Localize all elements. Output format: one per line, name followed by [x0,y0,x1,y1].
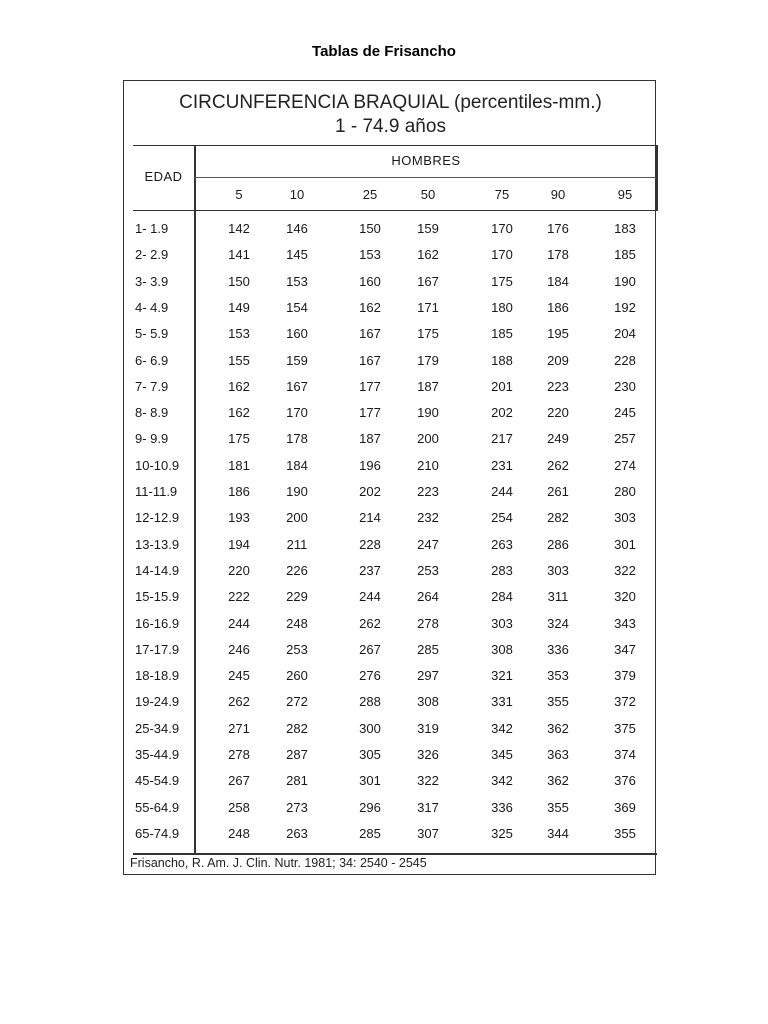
table-row [133,217,658,243]
percentile-value-cell: 153 [359,247,381,263]
percentile-value-cell: 286 [547,536,569,552]
percentile-value-cell: 280 [614,484,636,499]
percentile-value-cell: 336 [547,641,569,657]
percentile-value-cell: 177 [359,378,381,394]
percentile-value-cell: 192 [614,299,636,315]
percentile-value-cell: 231 [491,457,513,473]
percentile-value-cell: 186 [228,484,250,499]
percentile-value-cell: 141 [228,247,250,263]
age-range-cell: 45-54.9 [135,773,180,789]
percentile-value-cell: 194 [228,536,250,552]
percentile-value-cell: 220 [228,562,250,578]
percentile-value-cell: 262 [359,615,381,631]
percentile-value-cell: 195 [547,326,569,342]
percentile-value-cell: 253 [417,562,439,578]
percentile-value-cell: 244 [359,589,381,605]
percentile-value-cell: 258 [228,799,250,815]
percentile-value-cell: 167 [286,378,308,394]
percentile-value-cell: 175 [417,326,439,342]
age-range-cell: 19-24.9 [135,694,180,710]
percentile-value-cell: 355 [547,799,569,815]
age-range-cell: 16-16.9 [135,615,180,631]
table-row [133,296,658,322]
percentile-value-cell: 342 [491,720,513,736]
percentile-value-cell: 263 [286,825,308,841]
percentile-value-cell: 209 [547,352,569,368]
table-row [133,506,658,532]
percentile-value-cell: 202 [359,484,381,499]
percentile-value-cell: 308 [491,641,513,657]
age-range-cell: 5- 5.9 [135,326,169,342]
percentile-value-cell: 274 [614,457,636,473]
percentile-value-cell: 324 [547,615,569,631]
percentile-value-cell: 345 [491,747,513,762]
percentile-value-cell: 244 [491,484,513,499]
table-row [133,401,658,427]
percentile-header: 75 [494,187,510,202]
age-range-cell: 8- 8.9 [135,405,169,421]
percentile-value-cell: 210 [417,457,439,473]
table-row [133,717,658,743]
percentile-value-cell: 311 [547,589,569,605]
percentile-value-cell: 322 [417,773,439,789]
percentile-value-cell: 336 [491,799,513,815]
percentile-value-cell: 190 [286,484,308,499]
percentile-value-cell: 190 [417,405,439,421]
table-bottom-border [133,853,657,855]
percentile-value-cell: 179 [417,352,439,368]
age-range-cell: 15-15.9 [135,589,180,605]
percentile-value-cell: 248 [286,615,308,631]
percentile-value-cell: 202 [491,405,513,421]
percentile-value-cell: 220 [547,405,569,421]
percentile-value-cell: 196 [359,457,381,473]
percentile-header: 5 [235,187,243,202]
sex-group-header: HOMBRES [391,153,461,168]
percentile-value-cell: 253 [286,641,308,657]
percentile-value-cell: 245 [228,668,250,684]
percentile-value-cell: 284 [491,589,513,605]
table-row [133,454,658,480]
percentile-value-cell: 162 [417,247,439,263]
table-row [133,612,658,638]
percentile-value-cell: 222 [228,589,250,605]
table-row [133,743,658,769]
percentile-value-cell: 178 [547,247,569,263]
percentile-value-cell: 190 [614,273,636,289]
percentile-value-cell: 281 [286,773,308,789]
table-row [133,690,658,716]
percentile-value-cell: 303 [614,510,636,526]
percentile-value-cell: 153 [286,273,308,289]
percentile-value-cell: 181 [228,457,250,473]
percentile-value-cell: 355 [614,825,636,841]
percentile-value-cell: 149 [228,299,250,315]
percentile-value-cell: 278 [228,747,250,762]
percentile-value-cell: 159 [286,352,308,368]
percentile-value-cell: 264 [417,589,439,605]
percentile-value-cell: 326 [417,747,439,762]
percentile-value-cell: 186 [547,299,569,315]
percentile-value-cell: 184 [286,457,308,473]
age-range-cell: 9- 9.9 [135,431,169,447]
percentile-value-cell: 154 [286,299,308,315]
percentile-value-cell: 325 [491,825,513,841]
percentile-value-cell: 232 [417,510,439,526]
percentile-value-cell: 355 [547,694,569,710]
percentile-value-cell: 267 [359,641,381,657]
percentile-value-cell: 187 [359,431,381,447]
percentile-value-cell: 303 [491,615,513,631]
percentile-value-cell: 200 [417,431,439,447]
page-title: Tablas de Frisancho [312,43,456,60]
percentile-value-cell: 155 [228,352,250,368]
age-column-header: EDAD [144,169,183,184]
percentile-value-cell: 342 [491,773,513,789]
percentile-value-cell: 159 [417,221,439,236]
percentile-value-cell: 211 [286,536,308,552]
percentile-value-cell: 260 [286,668,308,684]
percentile-value-cell: 262 [547,457,569,473]
percentile-value-cell: 331 [491,694,513,710]
percentile-value-cell: 308 [417,694,439,710]
percentile-value-cell: 200 [286,510,308,526]
percentile-value-cell: 321 [491,668,513,684]
percentile-value-cell: 162 [228,405,250,421]
table-row [133,585,658,611]
percentile-value-cell: 180 [491,299,513,315]
table-row [133,796,658,822]
age-range-cell: 13-13.9 [135,536,180,552]
percentile-value-cell: 244 [228,615,250,631]
age-range-cell: 11-11.9 [135,484,178,499]
percentile-value-cell: 237 [359,562,381,578]
percentile-value-cell: 177 [359,405,381,421]
percentile-value-cell: 320 [614,589,636,605]
percentile-value-cell: 201 [491,378,513,394]
percentile-value-cell: 176 [547,221,569,236]
age-range-cell: 65-74.9 [135,825,180,841]
age-range-cell: 6- 6.9 [135,352,169,368]
table-row [133,322,658,348]
percentile-value-cell: 247 [417,536,439,552]
age-range-cell: 25-34.9 [135,720,180,736]
percentile-value-cell: 162 [228,378,250,394]
percentile-value-cell: 214 [359,510,381,526]
percentile-value-cell: 262 [228,694,250,710]
table-row [133,664,658,690]
percentile-value-cell: 230 [614,378,636,394]
percentile-value-cell: 263 [491,536,513,552]
percentile-value-cell: 187 [417,378,439,394]
table-row [133,270,658,296]
document-title-line1: CIRCUNFERENCIA BRAQUIAL (percentiles-mm.) [179,92,602,113]
percentile-value-cell: 146 [286,221,308,236]
table-row [133,638,658,664]
percentile-value-cell: 353 [547,668,569,684]
percentile-value-cell: 319 [417,720,439,736]
percentile-value-cell: 347 [614,641,636,657]
percentile-value-cell: 278 [417,615,439,631]
table-row [133,480,658,506]
percentile-value-cell: 160 [359,273,381,289]
percentile-value-cell: 271 [228,720,250,736]
percentile-value-cell: 369 [614,799,636,815]
percentile-value-cell: 150 [228,273,250,289]
percentile-value-cell: 170 [286,405,308,421]
percentile-value-cell: 167 [359,352,381,368]
table-row [133,533,658,559]
percentile-value-cell: 297 [417,668,439,684]
percentile-value-cell: 175 [228,431,250,447]
percentile-value-cell: 193 [228,510,250,526]
percentile-value-cell: 184 [547,273,569,289]
percentile-value-cell: 287 [286,747,308,762]
percentile-value-cell: 167 [417,273,439,289]
percentile-value-cell: 248 [228,825,250,841]
age-range-cell: 2- 2.9 [135,247,169,263]
percentile-value-cell: 362 [547,773,569,789]
table-row [133,822,658,848]
percentile-value-cell: 228 [359,536,381,552]
percentile-value-cell: 204 [614,326,636,342]
percentile-value-cell: 307 [417,825,439,841]
percentile-value-cell: 300 [359,720,381,736]
percentile-value-cell: 162 [359,299,381,315]
age-range-cell: 14-14.9 [135,562,180,578]
age-range-cell: 1- 1.9 [135,221,169,236]
percentile-value-cell: 170 [491,247,513,263]
age-range-cell: 10-10.9 [135,457,180,473]
percentile-value-cell: 188 [491,352,513,368]
percentile-value-cell: 257 [614,431,636,447]
percentile-value-cell: 217 [491,431,513,447]
document-title [124,91,657,139]
percentile-value-cell: 178 [286,431,308,447]
percentile-value-cell: 322 [614,562,636,578]
percentile-value-cell: 167 [359,326,381,342]
document-title-line2: 1 - 74.9 años [335,116,446,137]
percentile-value-cell: 170 [491,221,513,236]
percentile-value-cell: 305 [359,747,381,762]
percentile-value-cell: 254 [491,510,513,526]
percentile-value-cell: 344 [547,825,569,841]
percentile-value-cell: 175 [491,273,513,289]
percentile-value-cell: 343 [614,615,636,631]
table-row [133,243,658,269]
table-row [133,769,658,795]
percentile-table [133,145,658,932]
percentile-value-cell: 282 [286,720,308,736]
percentile-value-cell: 261 [547,484,569,499]
percentile-value-cell: 276 [359,668,381,684]
percentile-header: 25 [362,187,378,202]
percentile-value-cell: 273 [286,799,308,815]
age-range-cell: 55-64.9 [135,799,180,815]
percentile-value-cell: 374 [614,747,636,762]
scanned-table-frame [123,80,656,875]
percentile-value-cell: 142 [228,221,250,236]
table-row [133,375,658,401]
percentile-value-cell: 285 [359,825,381,841]
percentile-value-cell: 223 [417,484,439,499]
percentile-header: 50 [420,187,436,202]
age-range-cell: 17-17.9 [135,641,180,657]
percentile-value-cell: 288 [359,694,381,710]
percentile-value-cell: 183 [614,221,636,236]
percentile-value-cell: 301 [359,773,381,789]
percentile-value-cell: 363 [547,747,569,762]
age-range-cell: 4- 4.9 [135,299,169,315]
percentile-value-cell: 362 [547,720,569,736]
age-range-cell: 12-12.9 [135,510,180,526]
table-row [133,427,658,453]
percentile-header: 90 [550,187,566,202]
percentile-value-cell: 296 [359,799,381,815]
percentile-value-cell: 145 [286,247,308,263]
percentile-value-cell: 160 [286,326,308,342]
percentile-value-cell: 282 [547,510,569,526]
percentile-value-cell: 376 [614,773,636,789]
percentile-value-cell: 372 [614,694,636,710]
percentile-value-cell: 249 [547,431,569,447]
percentile-value-cell: 226 [286,562,308,578]
percentile-value-cell: 303 [547,562,569,578]
table-row [133,349,658,375]
percentile-value-cell: 301 [614,536,636,552]
percentile-value-cell: 245 [614,405,636,421]
table-row [133,559,658,585]
age-range-cell: 7- 7.9 [135,378,169,394]
percentile-value-cell: 272 [286,694,308,710]
age-range-cell: 18-18.9 [135,668,180,684]
percentile-value-cell: 185 [491,326,513,342]
percentile-value-cell: 379 [614,668,636,684]
percentile-value-cell: 285 [417,641,439,657]
percentile-value-cell: 267 [228,773,250,789]
percentile-value-cell: 229 [286,589,308,605]
source-citation: Frisancho, R. Am. J. Clin. Nutr. 1981; 34: 2540 - 2545 [130,856,427,870]
percentile-value-cell: 283 [491,562,513,578]
percentile-value-cell: 150 [359,221,381,236]
percentile-value-cell: 375 [614,720,636,736]
percentile-value-cell: 171 [417,299,439,315]
percentile-value-cell: 228 [614,352,636,368]
percentile-value-cell: 153 [228,326,250,342]
percentile-value-cell: 246 [228,641,250,657]
age-range-cell: 3- 3.9 [135,273,169,289]
percentile-value-cell: 185 [614,247,636,263]
age-range-cell: 35-44.9 [135,747,180,762]
percentile-header: 95 [617,187,633,202]
sex-header-divider [194,177,658,178]
percentile-value-cell: 317 [417,799,439,815]
percentile-value-cell: 223 [547,378,569,394]
percentile-header: 10 [289,187,305,202]
